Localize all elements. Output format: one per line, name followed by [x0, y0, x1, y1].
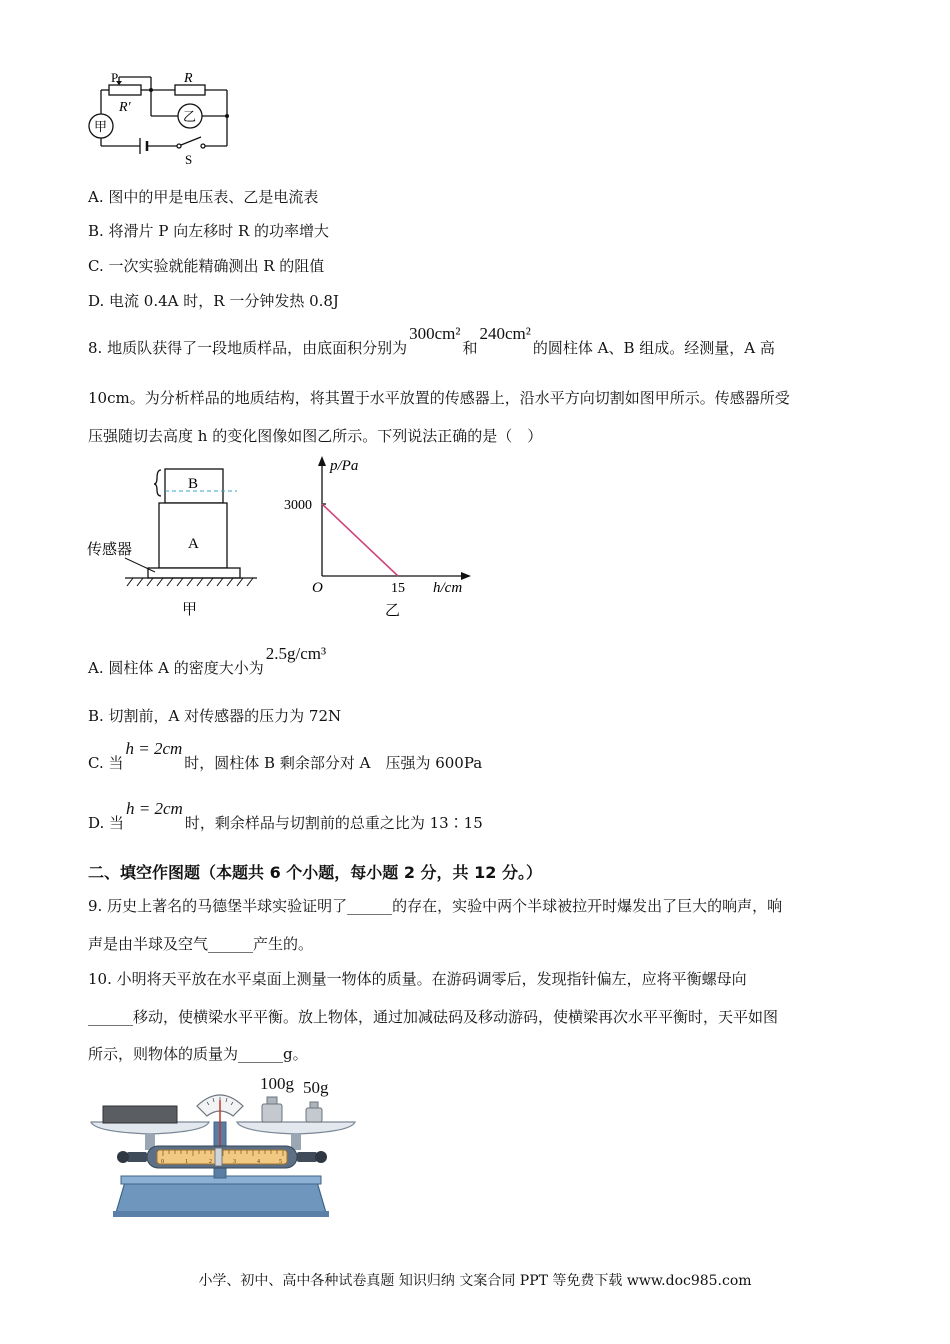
q10-line1: 10. 小明将天平放在水平桌面上测量一物体的质量。在游码调零后，发现指针偏左，应将平衡螺母向: [88, 970, 747, 988]
x-axis-label: h/cm: [433, 580, 463, 596]
scale-number-2: 2: [209, 1159, 212, 1165]
q8-area1: 300cm²: [409, 324, 461, 343]
right-balance-nut: [297, 1152, 317, 1162]
q8-option-b: B. 切割前，A 对传感器的压力为 72N: [88, 707, 342, 725]
weight-50g-label: 50g: [303, 1078, 329, 1097]
q8-option-c: [88, 739, 483, 774]
q8-stem-line3: 压强随切去高度 h 的变化图像如图乙所示。下列说法正确的是（ ）: [88, 427, 543, 445]
x-tick-label: 15: [391, 581, 405, 596]
section2-heading: 二、填空作图题（本题共 6 个小题，每小题 2 分，共 12 分。）: [88, 863, 542, 882]
x-axis-arrow: [461, 572, 471, 580]
meter-jia-label: 甲: [94, 119, 108, 134]
q8-stem-and: 和: [462, 339, 478, 357]
scale-number-5: 5: [279, 1159, 282, 1165]
left-pan: [91, 1122, 209, 1134]
q9-line2: 声是由半球及空气______产生的。: [88, 935, 314, 953]
data-line: [322, 504, 398, 576]
weight-50g-body: [306, 1108, 322, 1122]
sensor-label: 传感器: [87, 540, 133, 558]
scale-number-3: 3: [233, 1159, 236, 1165]
balance-illustration: [85, 1070, 360, 1222]
scale-number-0: 0: [161, 1159, 164, 1165]
scale-number-4: 4: [257, 1159, 260, 1165]
left-balance-nut: [127, 1152, 147, 1162]
y-axis-arrow: [318, 456, 326, 466]
label-r: R: [184, 71, 193, 86]
block-b-label: B: [188, 476, 199, 492]
q8-option-d-math: h = 2cm: [126, 799, 183, 818]
q7-option-b: B. 将滑片 P 向左移时 R 的功率增大: [88, 222, 330, 240]
figure-jia-caption: 甲: [182, 600, 198, 618]
weight-100g-label: 100g: [260, 1074, 294, 1093]
label-s: S: [185, 152, 193, 167]
q10-line2: ______移动，使横梁水平平衡。放上物体，通过加减砝码及移动游码，使横梁再次水平平衡时，天平如图: [88, 1008, 779, 1026]
q8-stem-part1: 8. 地质队获得了一段地质样品，由底面积分别为: [88, 339, 408, 357]
figure-jia: [85, 462, 265, 622]
origin-label: O: [312, 580, 323, 596]
q8-stem-line2: 10cm。为分析样品的地质结构，将其置于水平放置的传感器上，沿水平方向切割如图甲所示。传感器所受: [88, 389, 790, 407]
q8-option-d-post: 时，剩余样品与切割前的总重之比为 13∶15: [184, 814, 483, 832]
q8-option-c-pre: C. 当: [88, 754, 124, 772]
q9-line1: 9. 历史上著名的马德堡半球实验证明了______的存在，实验中两个半球被拉开时爆发出了巨大的响声，响: [88, 897, 783, 915]
q7-option-a: A. 图中的甲是电压表、乙是电流表: [88, 188, 319, 206]
label-r-prime: R′: [119, 100, 131, 115]
q8-stem-part2: 的圆柱体 A、B 组成。经测量，A 高: [532, 339, 775, 357]
q7-option-d: D. 电流 0.4A 时，R 一分钟发热 0.8J: [88, 292, 339, 310]
y-axis-label: p/Pa: [330, 458, 359, 474]
q8-option-d-pre: D. 当: [88, 814, 125, 832]
object-block: [103, 1106, 177, 1123]
q7-option-c: C. 一次实验就能精确测出 R 的阻值: [88, 257, 325, 275]
y-tick-label: 3000: [284, 498, 312, 513]
q8-option-c-math: h = 2cm: [125, 739, 183, 758]
q8-option-d: [88, 799, 483, 834]
meter-yi-label: 乙: [183, 109, 197, 124]
label-p: P: [111, 70, 119, 85]
q8-stem-line1: [88, 324, 775, 359]
scale-number-1: 1: [185, 1159, 188, 1165]
q8-area2: 240cm²: [479, 324, 531, 343]
q8-option-c-post: 时，圆柱体 B 剩余部分对 A 压强为 600Pa: [184, 754, 483, 772]
q8-option-a-math: 2.5g/cm³: [265, 644, 327, 663]
balance-base: [115, 1182, 327, 1216]
q8-option-a-text: A. 圆柱体 A 的密度大小为: [88, 659, 264, 677]
block-a-label: A: [188, 536, 199, 552]
right-pan: [237, 1122, 355, 1134]
figure-yi-chart: [280, 452, 480, 622]
q8-option-a: [88, 644, 328, 679]
figure-yi-caption: 乙: [385, 601, 401, 619]
page-footer: 小学、初中、高中各种试卷真题 知识归纳 文案合同 PPT 等免费下载 www.doc985.com: [198, 1273, 752, 1289]
weight-100g-body: [262, 1104, 282, 1122]
rider: [215, 1148, 222, 1166]
q10-line3: 所示，则物体的质量为______g。: [88, 1045, 308, 1063]
circuit-diagram: [85, 68, 235, 168]
